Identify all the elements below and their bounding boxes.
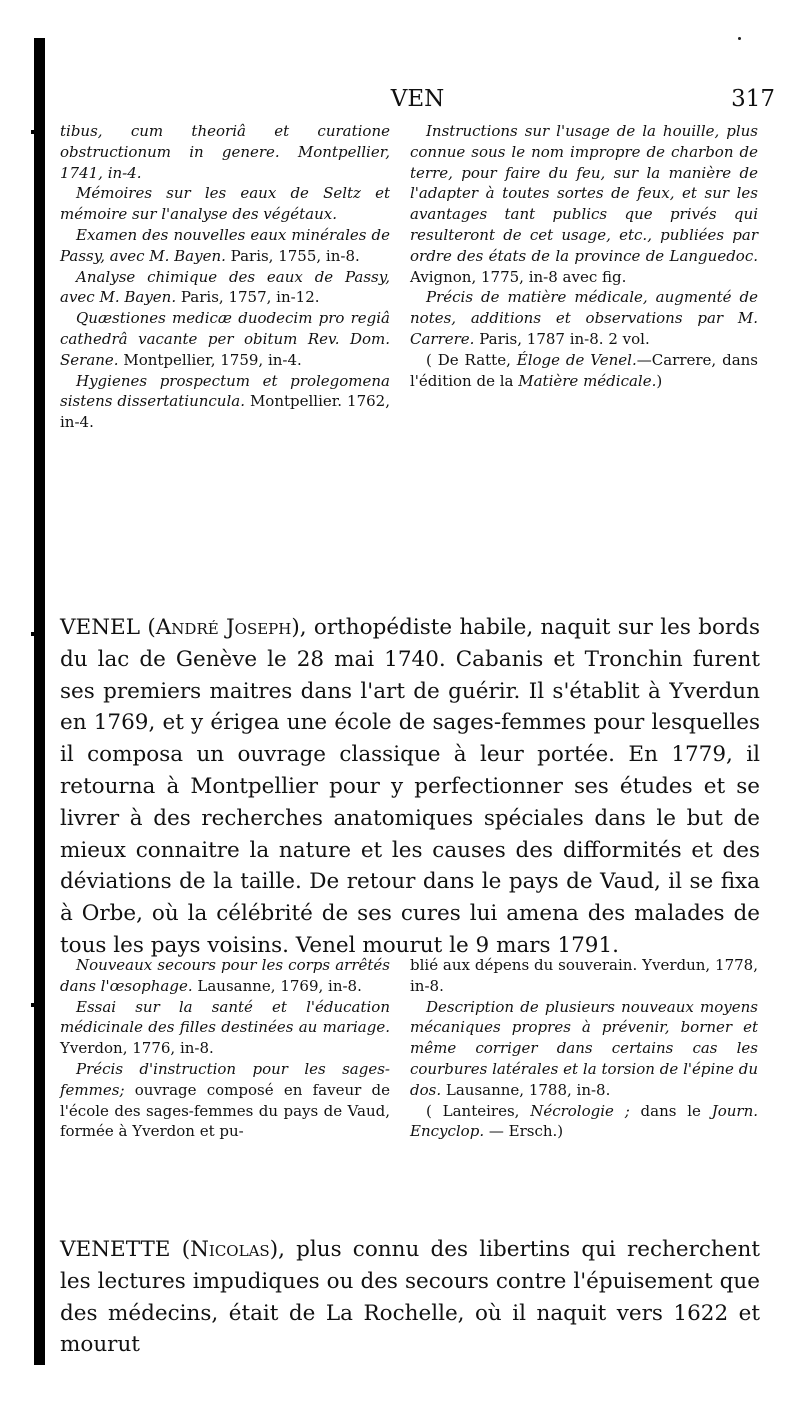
entry-given-names: André Joseph [155, 615, 292, 640]
running-title: VEN [390, 86, 445, 112]
entry-given-names: Nicolas [190, 1237, 270, 1262]
margin-tick [31, 632, 37, 636]
sources-note: ( Lanteires, Nécrologie ; dans le Journ. Encyclop. — Ersch.) [410, 1101, 758, 1141]
bibliography-item: Précis d'instruction pour les sages-femmes; ouvrage composé en faveur de l'école des sages-femmes du pays de Vaud, formée à Yverdon et pu- [60, 1059, 390, 1141]
bibliography-item: Hygienes prospectum et prolegomena sistens dissertatiuncula. Montpellier. 1762, in-4. [60, 371, 390, 432]
sources-note: ( De Ratte, Éloge de Venel.—Carrere, dans l'édition de la Matière médicale.) [410, 350, 758, 390]
column-bottom-left [60, 955, 390, 1142]
entry-text: ), orthopédiste habile, naquit sur les bords du lac de Genève le 28 mai 1740. Cabanis et Tronchin furent ses premiers maitres dans l'art de guérir. Il s'établit à Yverdun en 1769, et y érigea une école de sages-femmes pour lesquelles il composa un ouvrage classique à leur portée. En 1779, il retourna à Montpellier pour y perfectionner ses études et se livrer à des recherches anatomiques spéciales dans le but de mieux connaitre la nature et les causes des difformités et des déviations de la taille. De retour dans le pays de Vaud, il se fixa à Orbe, où la célébrité de ses cures lui amena des malades de tous les pays voisins. Venel mourut le 9 mars 1791. [60, 615, 760, 958]
page-speck [738, 37, 741, 40]
bibliography-item: Mémoires sur les eaux de Seltz et mémoire sur l'analyse des végétaux. [60, 184, 390, 224]
bibliography-item: Nouveaux secours pour les corps arrêtés dans l'œsophage. Lausanne, 1769, in-8. [60, 956, 390, 995]
column-top-left [60, 121, 390, 433]
margin-tick [31, 130, 37, 134]
margin-tick [31, 1003, 37, 1007]
bibliography-item: Quæstiones medicæ duodecim pro regiâ cathedrâ vacante per obitum Rev. Dom. Serane. Montpellier, 1759, in-4. [60, 309, 390, 369]
bibliography-item: tibus, cum theoriâ et curatione obstructionum in genere. Montpellier, 1741, in-4. [60, 122, 390, 182]
entry-text: ), plus connu des libertins qui recherchent les lectures impudiques ou des secours contre l'épuisement que des médecins, était de La Rochelle, où il naquit vers 1622 et mourut [60, 1237, 760, 1358]
bibliography-item: blié aux dépens du souverain. Yverdun, 1778, in-8. [410, 956, 758, 995]
column-top-right [410, 121, 758, 391]
page-number: 317 [731, 86, 775, 112]
bibliography-item: Analyse chimique des eaux de Passy, avec M. Bayen. Paris, 1757, in-12. [60, 267, 390, 307]
entry-name: VENETTE [60, 1237, 171, 1262]
bibliography-item: Essai sur la santé et l'éducation médicinale des filles destinées au mariage. Yverdon, 1776, in-8. [60, 997, 390, 1058]
entry-name: VENEL [60, 615, 141, 640]
bibliography-item: Instructions sur l'usage de la houille, plus connue sous le nom impropre de charbon de terre, pour faire du feu, sur la manière de l'adapter à toutes sortes de feux, et sur les avantages tant publics que privés qui resulteront de cet usage, etc., publiées par ordre des états de la province de Languedoc. Avignon, 1775, in-8 avec fig. [410, 122, 758, 286]
bibliography-item: Description de plusieurs nouveaux moyens mécaniques propres à prévenir, borner et même corriger dans certains cas les courbures latérales et la torsion de l'épine du dos. Lausanne, 1788, in-8. [410, 997, 758, 1099]
column-bottom-right [410, 955, 758, 1142]
biography-entry-venel: VENEL (André Joseph), orthopédiste habile, naquit sur les bords du lac de Genève le 28 mai 1740. Cabanis et Tronchin furent ses premiers maitres dans l'art de guérir. Il s'établit à Yverdun en 1769, et y érigea une école de sages-femmes pour lesquelles il composa un ouvrage classique à leur portée. En 1779, il retourna à Montpellier pour y perfectionner ses études et se livrer à des recherches anatomiques spéciales dans le but de mieux connaitre la nature et les causes des difformités et des déviations de la taille. De retour dans le pays de Vaud, il se fixa à Orbe, où la célébrité de ses cures lui amena des malades de tous les pays voisins. Venel mourut le 9 mars 1791. [60, 615, 760, 958]
running-header [60, 86, 775, 120]
biography-entry-venette: VENETTE (Nicolas), plus connu des libertins qui recherchent les lectures impudiques ou des secours contre l'épuisement que des médecins, était de La Rochelle, où il naquit vers 1622 et mourut [60, 1237, 760, 1358]
margin-bar [34, 38, 45, 1365]
bibliography-item: Précis de matière médicale, augmenté de notes, additions et observations par M. Carrere. Paris, 1787 in-8. 2 vol. [410, 288, 758, 348]
bibliography-item: Examen des nouvelles eaux minérales de Passy, avec M. Bayen. Paris, 1755, in-8. [60, 225, 390, 265]
